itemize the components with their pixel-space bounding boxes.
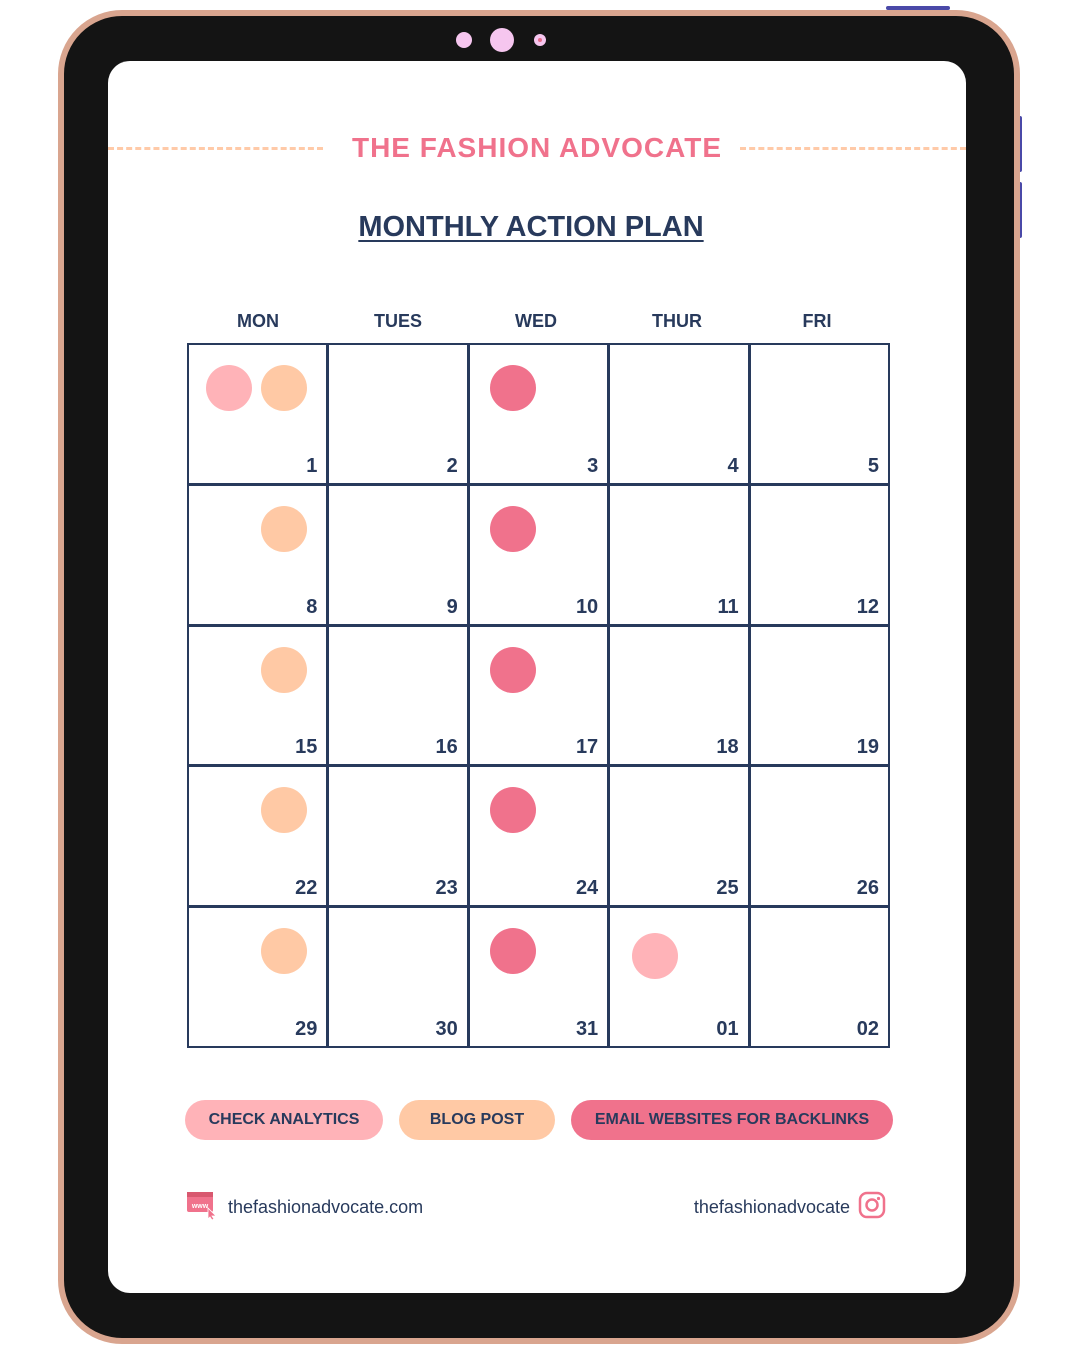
blog-post-marker (261, 365, 307, 411)
calendar-cell[interactable] (470, 627, 607, 765)
legend-email-backlinks (571, 1100, 893, 1140)
camera-lens (490, 28, 514, 52)
calendar-cell[interactable] (189, 627, 326, 765)
calendar-cell[interactable] (751, 345, 888, 483)
day-number: 10 (575, 595, 599, 618)
email-backlinks-marker (490, 506, 536, 552)
day-number: 15 (295, 736, 318, 759)
legend-email-backlinks-label: EMAIL WEBSITES FOR BACKLINKS (594, 1111, 870, 1128)
calendar-cell[interactable] (751, 908, 888, 1046)
calendar-cell[interactable] (751, 767, 888, 905)
day-number: 11 (717, 595, 739, 618)
weekday-mon: MON (237, 311, 279, 331)
calendar-cell[interactable] (329, 908, 466, 1046)
legend-blog-post (399, 1100, 555, 1140)
email-backlinks-marker (490, 928, 536, 974)
sensor-dot-right (534, 34, 546, 46)
check-analytics-marker (206, 365, 252, 411)
calendar-cell[interactable] (751, 627, 888, 765)
day-number: 4 (727, 454, 739, 477)
weekday-wed: WED (515, 311, 557, 331)
calendar-cell[interactable] (329, 486, 466, 624)
calendar-cell[interactable] (189, 767, 326, 905)
legend-blog-post-label: BLOG POST (429, 1111, 525, 1128)
www-browser-icon (186, 1190, 218, 1225)
website-link[interactable]: thefashionadvocate.com (228, 1196, 424, 1217)
instagram-handle[interactable]: thefashionadvocate (693, 1196, 850, 1217)
calendar-cell[interactable] (329, 767, 466, 905)
blog-post-marker (261, 787, 307, 833)
day-number: 30 (435, 1018, 458, 1040)
blog-post-marker (261, 506, 307, 552)
blog-post-marker (261, 928, 307, 974)
calendar-cell[interactable] (470, 486, 607, 624)
legend-check-analytics (185, 1100, 383, 1140)
day-number: 19 (856, 736, 879, 759)
check-analytics-marker (632, 933, 678, 979)
brand-name: THE FASHION ADVOCATE (351, 132, 722, 163)
page-title: MONTHLY ACTION PLAN (358, 211, 704, 243)
calendar-cell[interactable] (470, 767, 607, 905)
calendar-cell[interactable] (329, 345, 466, 483)
day-number: 17 (575, 736, 599, 759)
day-number: 18 (716, 736, 739, 759)
day-number: 5 (867, 454, 879, 477)
day-number: 8 (306, 595, 318, 618)
calendar-cell[interactable] (189, 486, 326, 624)
day-number: 24 (575, 877, 599, 900)
day-number: 9 (446, 595, 458, 618)
calendar-cell[interactable] (610, 486, 747, 624)
brand-header (108, 129, 966, 167)
calendar-cell[interactable] (329, 627, 466, 765)
legend-check-analytics-label: CHECK ANALYTICS (208, 1111, 360, 1128)
sensor-dot-left (456, 32, 472, 48)
footer-website[interactable] (186, 1191, 423, 1223)
weekday-fri: FRI (802, 311, 832, 331)
calendar-cell[interactable] (610, 767, 747, 905)
day-number: 26 (856, 877, 879, 900)
calendar-grid (187, 343, 890, 1048)
calendar-cell[interactable] (189, 908, 326, 1046)
calendar-cell[interactable] (189, 345, 326, 483)
calendar-cell[interactable] (470, 908, 607, 1046)
svg-text:www: www (191, 1202, 209, 1210)
email-backlinks-marker (490, 787, 536, 833)
day-number: 1 (306, 454, 318, 477)
day-number: 25 (716, 877, 739, 900)
email-backlinks-marker (490, 647, 536, 693)
calendar-cell[interactable] (610, 908, 747, 1046)
day-number: 16 (435, 736, 458, 759)
tablet-frame (58, 10, 1020, 1344)
weekday-tues: TUES (373, 311, 422, 331)
weekday-header (188, 311, 888, 335)
day-number: 23 (435, 877, 458, 900)
calendar-cell[interactable] (610, 345, 747, 483)
tablet-screen (108, 61, 966, 1293)
day-number: 22 (295, 877, 318, 900)
day-number: 01 (716, 1018, 739, 1040)
day-number: 29 (295, 1018, 318, 1040)
day-number: 02 (856, 1018, 879, 1040)
email-backlinks-marker (490, 365, 536, 411)
calendar-cell[interactable] (470, 345, 607, 483)
day-number: 31 (575, 1018, 599, 1040)
blog-post-marker (261, 647, 307, 693)
day-number: 3 (587, 454, 599, 477)
calendar-cell[interactable] (751, 486, 888, 624)
calendar-cell[interactable] (610, 627, 747, 765)
footer-instagram[interactable] (694, 1191, 886, 1223)
weekday-thur: THUR (652, 311, 702, 331)
day-number: 2 (446, 454, 458, 477)
day-number: 12 (856, 595, 879, 618)
instagram-icon[interactable] (858, 1191, 886, 1224)
dashed-divider-right (740, 147, 966, 150)
